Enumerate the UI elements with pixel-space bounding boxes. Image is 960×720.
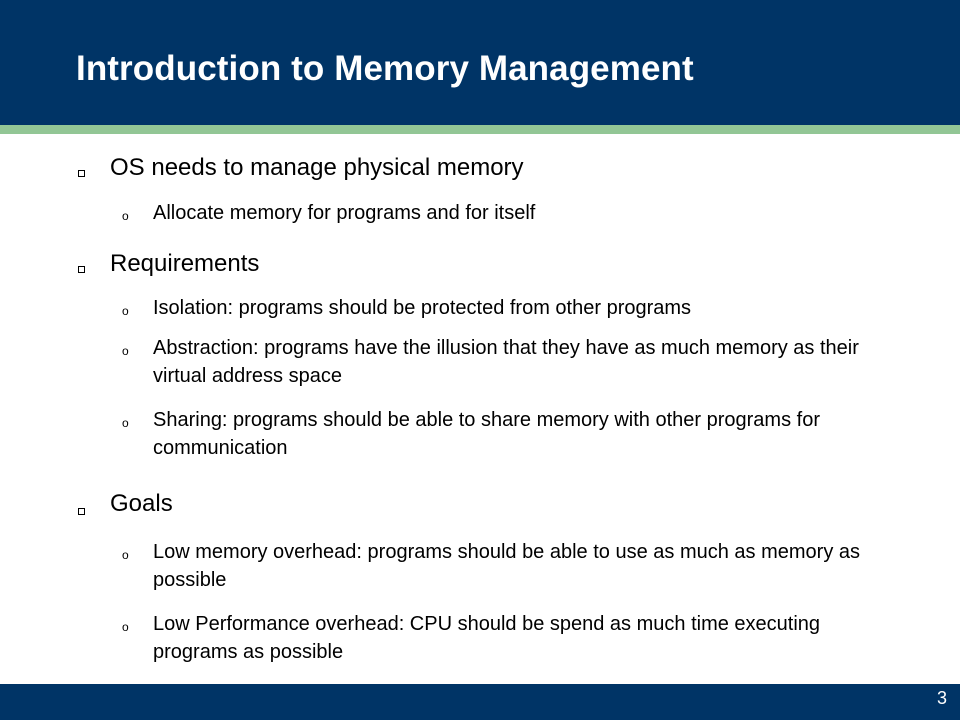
sub-bullet-marker: o <box>122 344 129 358</box>
sub-bullet-item: Isolation: programs should be protected from other programs <box>153 297 692 319</box>
sub-bullet-marker: o <box>122 304 129 318</box>
sub-bullet-marker: o <box>122 620 129 634</box>
bullet-item: OS needs to manage physical memory <box>110 154 524 181</box>
sub-bullet-item: Sharing: programs should be able to share memory with other programs for communication <box>153 409 820 459</box>
sub-bullet-marker: o <box>122 416 129 430</box>
square-bullet-icon <box>78 508 85 515</box>
square-bullet-icon <box>78 266 85 273</box>
sub-bullet-item: Abstraction: programs have the illusion that they have as much memory as their virtual address space <box>153 337 859 387</box>
bullet-item: Goals <box>110 490 173 517</box>
sub-bullet-item: Allocate memory for programs and for itself <box>153 202 536 224</box>
sub-bullet-marker: o <box>122 209 129 223</box>
square-bullet-icon <box>78 170 85 177</box>
page-number: 3 <box>936 688 947 708</box>
slide-title: Introduction to Memory Management <box>76 49 694 88</box>
title-bar <box>0 0 960 125</box>
sub-bullet-item: Low memory overhead: programs should be able to use as much as memory as possible <box>153 541 861 591</box>
bullet-list <box>0 134 960 684</box>
sub-bullet-item: Low Performance overhead: CPU should be spend as much time executing programs as possible <box>153 613 821 663</box>
sub-bullet-marker: o <box>122 548 129 562</box>
title-accent-line <box>0 125 960 134</box>
bullet-item: Requirements <box>110 250 260 277</box>
footer-bar <box>0 684 960 720</box>
